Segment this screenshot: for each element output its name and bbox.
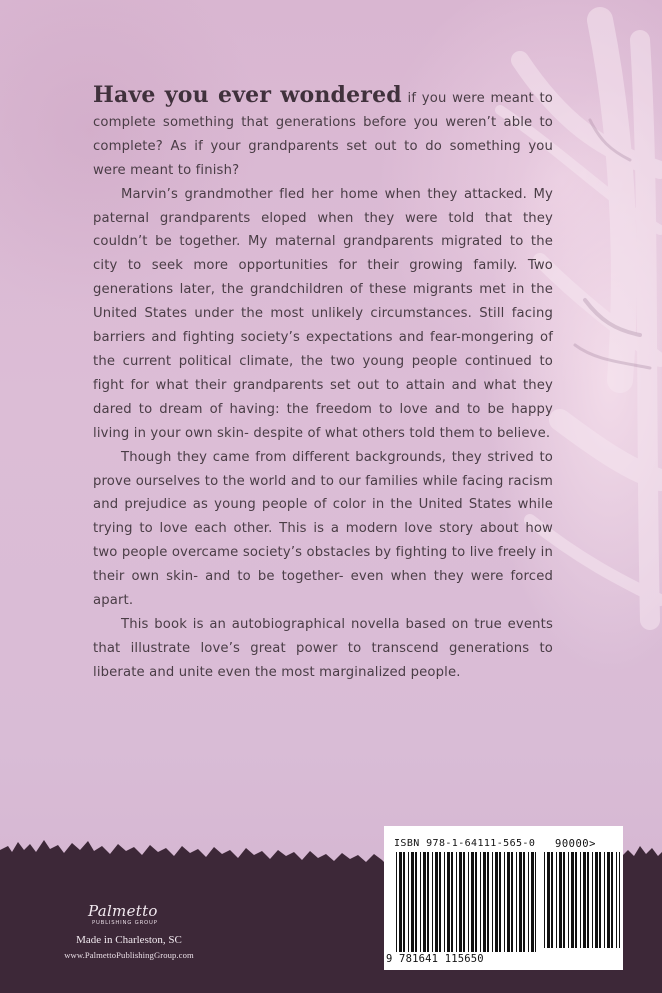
- barcode-bar: [487, 852, 489, 952]
- barcode-bar: [492, 852, 493, 952]
- logo-subtitle: PUBLISHING GROUP: [92, 920, 158, 926]
- barcode-bar: [583, 852, 586, 948]
- barcode-bar: [595, 852, 598, 948]
- barcode-bars: [386, 852, 622, 954]
- barcode-bar: [511, 852, 513, 952]
- barcode-bar: [619, 852, 620, 948]
- blurb-text: [93, 84, 553, 685]
- barcode-bar: [480, 852, 481, 952]
- barcode-bar: [575, 852, 577, 948]
- price-code: 90000>: [555, 838, 596, 850]
- barcode-bar: [611, 852, 613, 948]
- barcode-bar: [408, 852, 409, 952]
- ean-digits: 9 781641 115650: [386, 953, 484, 965]
- logo-script: Palmetto: [88, 902, 158, 920]
- barcode-bar: [456, 852, 457, 952]
- barcode-bar: [531, 852, 534, 952]
- barcode-bar: [499, 852, 501, 952]
- barcode-bar: [519, 852, 522, 952]
- barcode-bar: [396, 852, 397, 952]
- barcode-bar: [523, 852, 525, 952]
- barcode-bar: [580, 852, 581, 948]
- barcode-bar: [439, 852, 441, 952]
- barcode-bar: [556, 852, 557, 948]
- barcode-bar: [547, 852, 550, 948]
- barcode-bar: [551, 852, 553, 948]
- barcode-bar: [411, 852, 414, 952]
- barcode-bar: [535, 852, 536, 952]
- barcode-bar: [544, 852, 545, 948]
- barcode-bar: [604, 852, 605, 948]
- barcode-bar: [483, 852, 486, 952]
- barcode-bar: [444, 852, 445, 952]
- barcode-bar: [468, 852, 469, 952]
- blurb-paragraph-1: [93, 84, 553, 183]
- blurb-paragraph-2: Marvin’s grandmother fled her home when they attacked. My paternal grandparents eloped when they were told that they couldn’t be together. My maternal grandparents migrated to the city to seek more opportunities for their growing family. Two generations later, the grandchildren of these migrants met in the United States under the most unlikely circumstances. Still facing barriers and fighting society’s expectations and fear-mongering of the current political climate, the two young people continued to fight for what their grandparents set out to attain and what they dared to dream of having: the freedom to love and to be happy living in your own skin- despite of what others told them to believe.: [93, 186, 553, 441]
- barcode-bar: [403, 852, 405, 952]
- barcode-bar: [587, 852, 589, 948]
- barcode-bar: [420, 852, 421, 952]
- barcode-bar: [607, 852, 610, 948]
- barcode-bar: [459, 852, 462, 952]
- blurb-lead: Have you ever wondered: [93, 82, 402, 108]
- barcode-bar: [571, 852, 574, 948]
- blurb-paragraph-4: This book is an autobiographical novella based on true events that illustrate love’s great power to transcend generations to liberate and unite even the most marginalized people.: [93, 616, 553, 680]
- barcode-bar: [495, 852, 498, 952]
- blurb-paragraph-3: Though they came from different backgrounds, they strived to prove ourselves to the world and to our families while facing racism and prejudice as young people of color in the United States while trying to love each other. This is a modern love story about how two people overcame society’s obstacles by fighting to live freely in their own skin- and to be together- even when they were forced apart.: [93, 449, 553, 609]
- barcode-bar: [447, 852, 450, 952]
- barcode-bar: [516, 852, 517, 952]
- blurb-p1-text: if you were meant to complete something that generations before you weren’t able to complete? As if your grandparents set out to do something you were meant to finish?: [93, 91, 553, 178]
- barcode-bar: [528, 852, 529, 952]
- isbn-label: ISBN 978-1-64111-565-0: [394, 838, 536, 849]
- barcode-bar: [616, 852, 617, 948]
- made-in-text: Made in Charleston, SC: [76, 934, 182, 946]
- barcode-bar: [568, 852, 569, 948]
- barcode-bar: [599, 852, 601, 948]
- barcode-bar: [427, 852, 429, 952]
- publisher-website: www.PalmettoPublishingGroup.com: [64, 950, 194, 960]
- barcode-bar: [423, 852, 426, 952]
- barcode-bar: [432, 852, 433, 952]
- barcode-bar: [415, 852, 417, 952]
- barcode-bar: [451, 852, 453, 952]
- barcode-bar: [592, 852, 593, 948]
- barcode-bar: [471, 852, 474, 952]
- barcode-bar: [435, 852, 438, 952]
- barcode-bar: [504, 852, 505, 952]
- barcode-bar: [399, 852, 402, 952]
- barcode-bar: [475, 852, 477, 952]
- barcode-bar: [463, 852, 465, 952]
- palmetto-logo: [78, 902, 178, 932]
- barcode-bar: [559, 852, 562, 948]
- barcode-bar: [563, 852, 565, 948]
- barcode-bar: [507, 852, 510, 952]
